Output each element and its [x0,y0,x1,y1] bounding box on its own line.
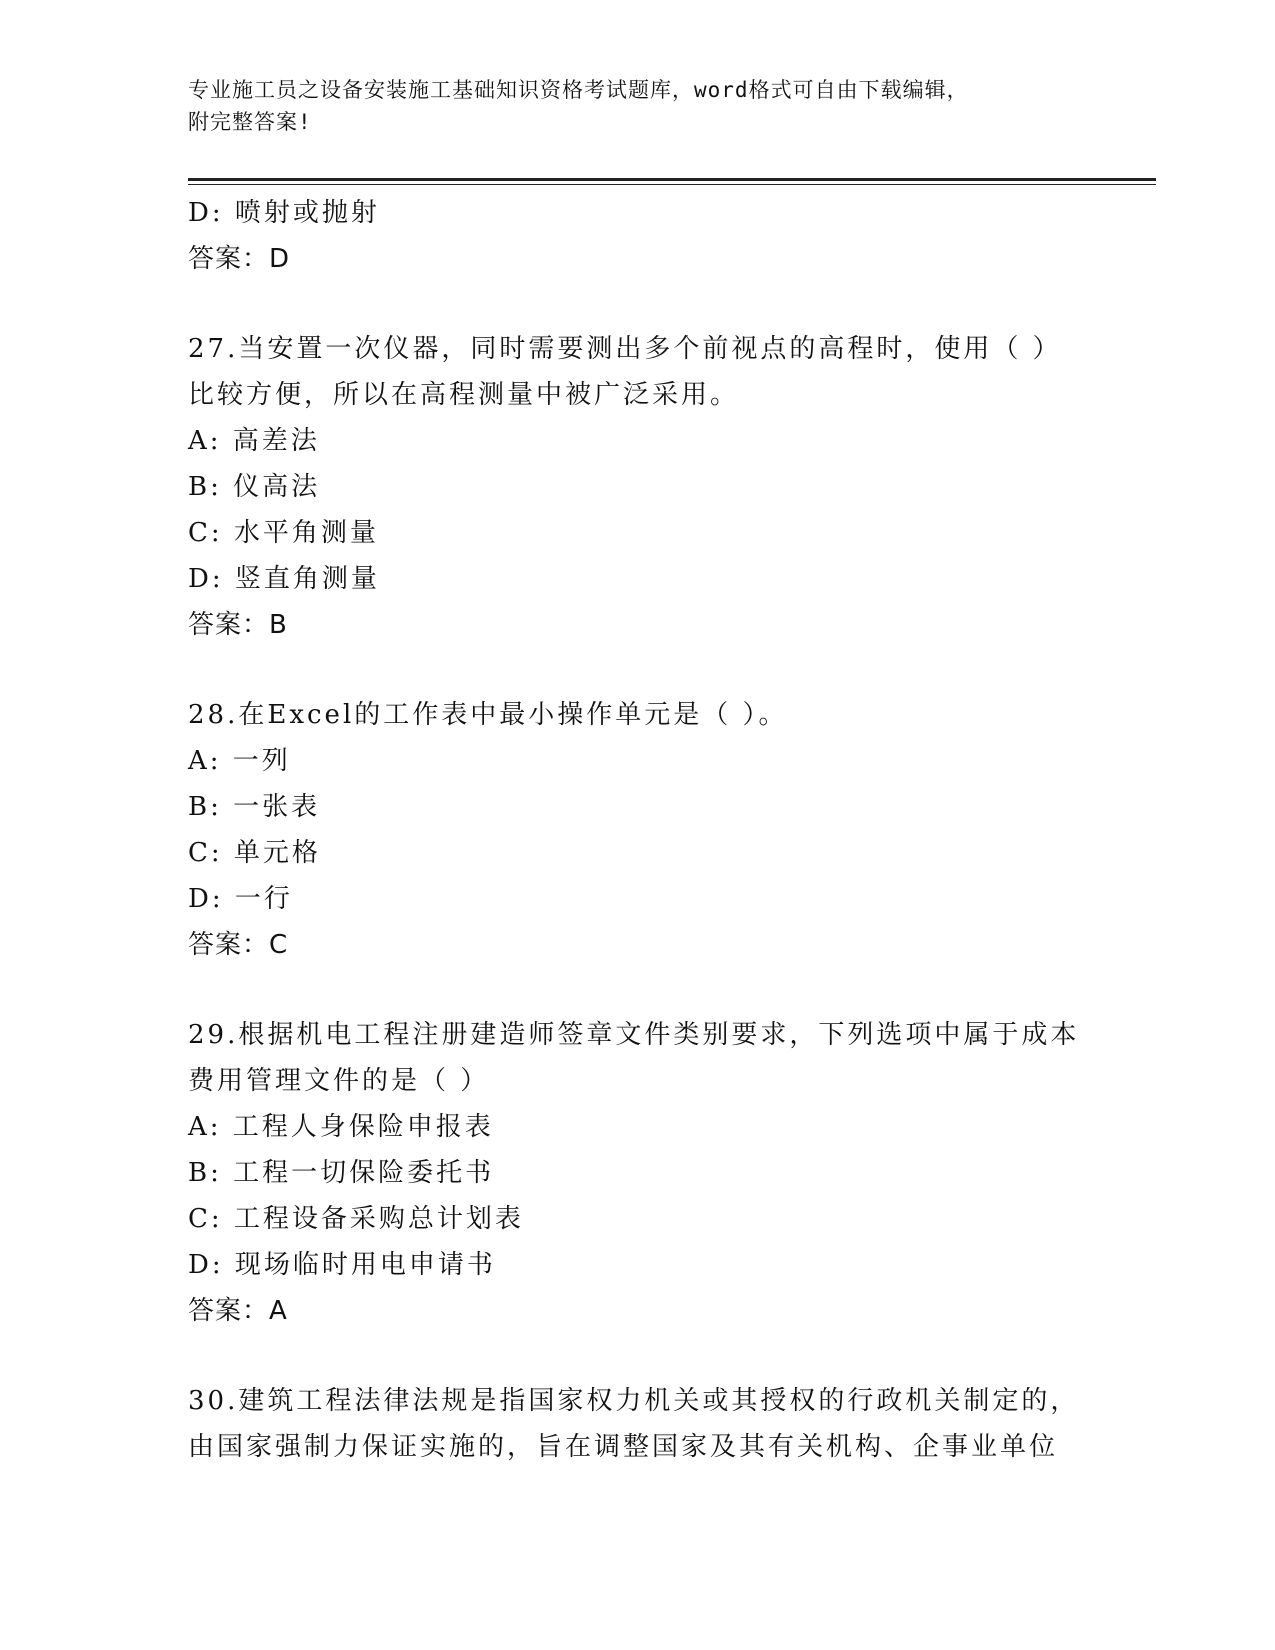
option-d: D: 喷射或抛射 [188,198,380,228]
answer: 答案：A [188,1296,288,1326]
question-27 [188,326,1088,648]
question-30 [188,1378,1088,1470]
option-a: A: 高差法 [188,426,320,456]
option-a: A: 工程人身保险申报表 [188,1112,494,1142]
option-c: C: 单元格 [188,838,321,868]
question-stem-cont: 费用管理文件的是（ ） [188,1066,490,1096]
answer: 答案：D [188,244,291,274]
question-28 [188,692,1088,968]
header-line-1: 专业施工员之设备安装施工基础知识资格考试题库，word格式可自由下载编辑， [188,78,969,102]
option-a: A: 一列 [188,746,291,776]
question-stem: 29.根据机电工程注册建造师签章文件类别要求，下列选项中属于成本 [188,1020,1080,1050]
option-c: C: 水平角测量 [188,518,379,548]
header-line-2: 附完整答案! [188,110,312,134]
option-d: D: 现场临时用电申请书 [188,1250,496,1280]
option-b: B: 一张表 [188,792,321,822]
question-stem-cont: 由国家强制力保证实施的，旨在调整国家及其有关机构、企事业单位 [188,1432,1059,1462]
option-d: D: 竖直角测量 [188,564,380,594]
question-26 [188,190,1088,282]
document-header [188,74,1088,138]
question-stem: 28.在Excel的工作表中最小操作单元是（ ）。 [188,700,788,730]
header-rule-thin [188,184,1156,185]
option-d: D: 一行 [188,884,293,914]
question-29 [188,1012,1088,1334]
option-c: C: 工程设备采购总计划表 [188,1204,524,1234]
question-stem-cont: 比较方便，所以在高程测量中被广泛采用。 [188,380,740,410]
option-b: B: 工程一切保险委托书 [188,1158,495,1188]
answer: 答案：B [188,610,288,640]
answer: 答案：C [188,930,289,960]
question-stem: 30.建筑工程法律法规是指国家权力机关或其授权的行政机关制定的， [188,1386,1080,1416]
option-b: B: 仪高法 [188,472,321,502]
header-rule-thick [188,178,1156,181]
question-list [188,190,1088,1470]
question-stem: 27.当安置一次仪器，同时需要测出多个前视点的高程时，使用（ ） [188,334,1062,364]
